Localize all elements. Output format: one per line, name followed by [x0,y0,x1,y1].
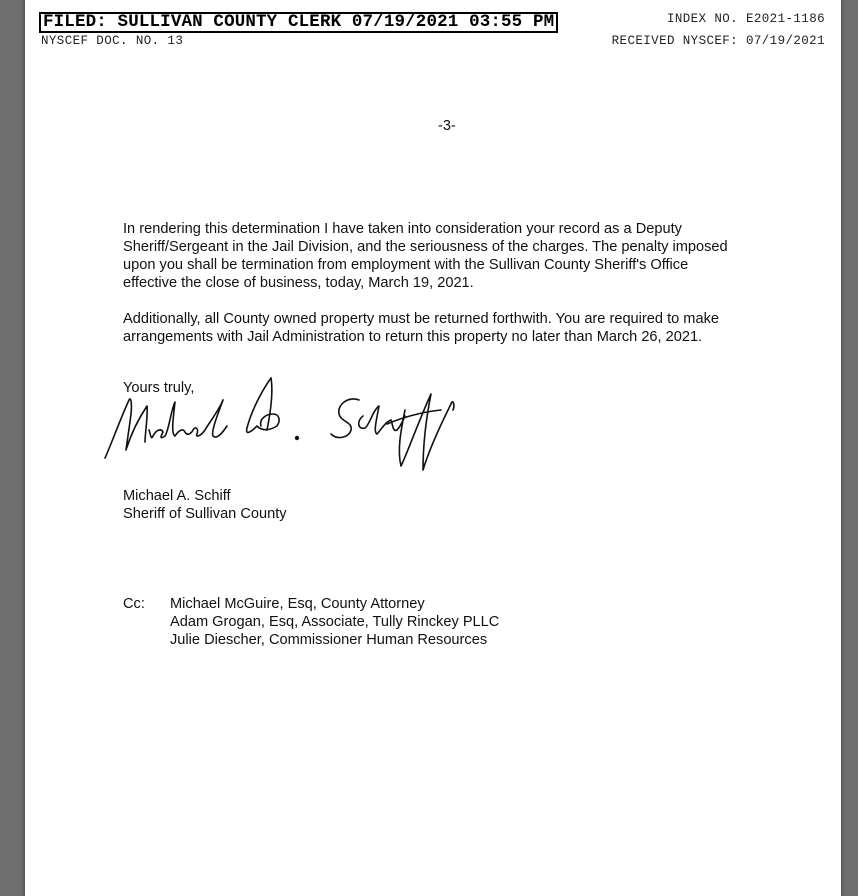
index-number: INDEX NO. E2021-1186 [666,12,825,26]
paragraph-property: Additionally, all County owned property must be returned forthwith. You are required to make arrangements with Jail Administration to return this property no later than March 26, 2021. [123,311,719,345]
signer-block [123,487,287,523]
paragraph-determination: In rendering this determination I have taken into consideration your record as a Deputy Sheriff/Sergeant in the Jail Division, and the seriousness of the charges. The penalty imposed upon you shall be termination from employment with the Sullivan County Sheriff's Office effective the close of business, today, March 19, 2021. [123,221,728,291]
signer-title: Sheriff of Sullivan County [123,506,287,522]
cc-recipient: Julie Diescher, Commissioner Human Resources [170,632,488,648]
document-page [25,0,841,896]
signer-name: Michael A. Schiff [123,488,231,504]
page-number: -3- [438,118,456,134]
filed-stamp: FILED: SULLIVAN COUNTY CLERK 07/19/2021 03:55 PM [39,12,558,33]
received-date: RECEIVED NYSCEF: 07/19/2021 [611,34,825,48]
cc-recipient: Adam Grogan, Esq, Associate, Tully Rinckey PLLC [170,614,500,630]
cc-label: Cc: [123,596,145,612]
closing: Yours truly, [123,380,195,396]
nyscef-doc-number: NYSCEF DOC. NO. 13 [41,34,184,48]
cc-recipient: Michael McGuire, Esq, County Attorney [170,596,425,612]
handwritten-signature [101,370,471,480]
cc-recipients [170,595,499,649]
